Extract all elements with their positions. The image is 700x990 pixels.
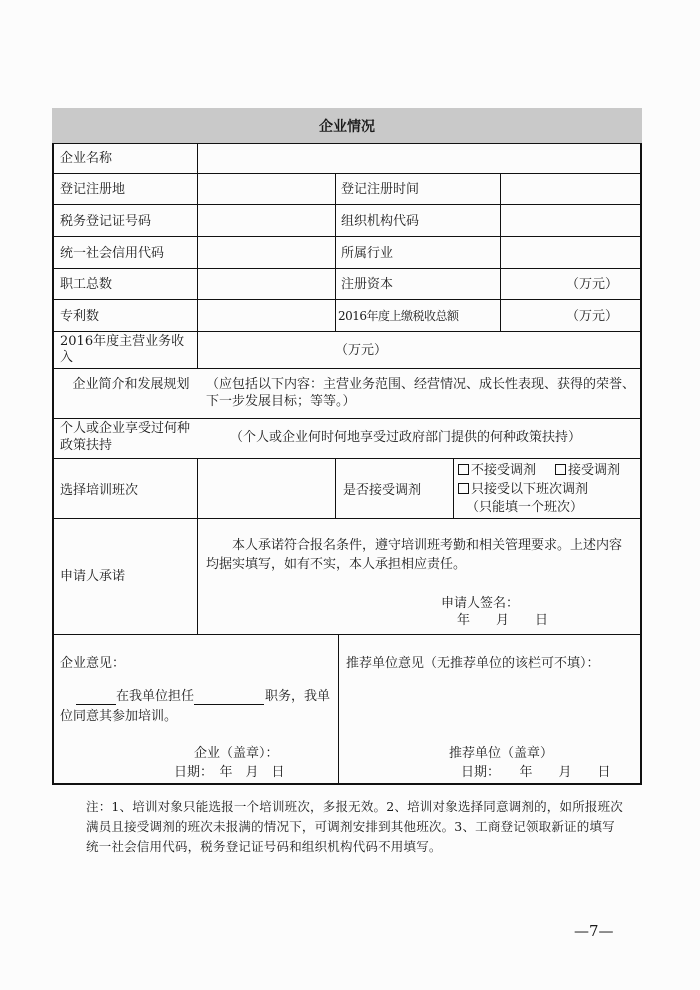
enterprise-opinion-line1: 在我单位担任: [76, 688, 264, 705]
recommend-seal: 推荐单位（盖章）: [449, 746, 554, 761]
capital-unit: （万元）: [566, 277, 619, 292]
pledge-label: 申请人承诺: [60, 569, 126, 584]
tax-unit: （万元）: [566, 309, 619, 324]
option-hint: （只能填一个班次）: [466, 500, 584, 515]
row-divider: [52, 268, 642, 269]
checkbox-icon[interactable]: [555, 464, 566, 475]
revenue-unit: （万元）: [335, 343, 388, 358]
credit-code-label: 统一社会信用代码: [60, 246, 165, 261]
recommend-opinion-label: 推荐单位意见（无推荐单位的该栏可不填）：: [346, 656, 600, 671]
org-code-label: 组织机构代码: [341, 214, 420, 229]
tax-no-label: 税务登记证号码: [60, 214, 152, 229]
row-divider: [52, 204, 642, 205]
reg-time-label: 登记注册时间: [341, 182, 420, 197]
col-divider: [338, 634, 339, 785]
enterprise-opinion-duty: 职务，我单: [265, 689, 331, 704]
staff-label: 职工总数: [60, 277, 113, 292]
position-blank-2[interactable]: [194, 690, 264, 705]
col-divider: [453, 458, 454, 518]
recommend-date: 日期： 年 月 日: [461, 765, 611, 780]
patents-label: 专利数: [60, 309, 100, 324]
class-label: 选择培训班次: [60, 483, 139, 498]
enterprise-date: 日期： 年 月 日: [174, 765, 285, 780]
row-divider: [52, 418, 642, 419]
row-divider: [52, 368, 642, 369]
col-divider: [197, 144, 198, 331]
sign-date: 年 月 日: [457, 613, 549, 628]
enterprise-opinion-label: 企业意见：: [60, 656, 126, 671]
position-blank-1[interactable]: [76, 690, 116, 705]
enterprise-seal: 企业（盖章）：: [194, 746, 279, 761]
enterprise-opinion-line2: 位同意其参加培训。: [60, 709, 178, 724]
sign-label: 申请人签名：: [441, 596, 520, 611]
row-divider: [52, 331, 642, 332]
option-accept-adjust[interactable]: 接受调剂: [555, 462, 620, 479]
row-divider: [52, 236, 642, 237]
col-divider: [335, 458, 336, 518]
row-divider: [52, 458, 642, 459]
col-divider: [500, 173, 501, 331]
capital-label: 注册资本: [341, 277, 394, 292]
footnote: 注：1、培训对象只能选报一个培训班次，多报无效。2、培训对象选择同意调剂的，如所报班次满员且接受调剂的班次未报满的情况下，可调剂安排到其他班次。3、工商登记领取新证的填写统一社会信用代码，税务登记证号码和组织机构代码不用填写。: [86, 799, 624, 854]
checkbox-icon[interactable]: [458, 483, 469, 494]
row-divider: [52, 299, 642, 300]
industry-label: 所属行业: [341, 246, 394, 261]
policy-label: 个人或企业享受过何种政策扶持: [60, 421, 191, 453]
col-divider: [197, 331, 198, 368]
pledge-text: 本人承诺符合报名条件，遵守培训班考勤和相关管理要求。上述内容均据实填写，如有不实，本人承担相应责任。: [206, 538, 623, 572]
option-only-following[interactable]: 只接受以下班次调剂: [458, 481, 588, 498]
row-divider: [52, 518, 642, 519]
row-divider: [52, 173, 642, 174]
revenue-label: 2016年度主营业务收入: [60, 334, 185, 365]
option-no-adjust[interactable]: 不接受调剂: [458, 462, 536, 479]
company-name-label: 企业名称: [60, 151, 113, 166]
table-header: 企业情况: [52, 108, 642, 144]
policy-hint: （个人或企业何时何地享受过政府部门提供的何种政策扶持）: [230, 430, 582, 445]
row-divider: [52, 634, 642, 635]
adjust-label: 是否接受调剂: [343, 483, 422, 498]
col-divider: [197, 458, 198, 518]
col-divider: [197, 518, 198, 634]
page-number: —7—: [574, 922, 614, 940]
col-divider: [335, 173, 336, 331]
profile-hint: （应包括以下内容：主营业务范围、经营情况、成长性表现、获得的荣誉、下一步发展目标；等等。）: [206, 377, 636, 409]
tax-2016-label: 2016年度上缴税收总额: [338, 309, 459, 323]
profile-label: 企业简介和发展规划: [72, 377, 190, 392]
checkbox-icon[interactable]: [458, 464, 469, 475]
reg-place-label: 登记注册地: [60, 182, 126, 197]
